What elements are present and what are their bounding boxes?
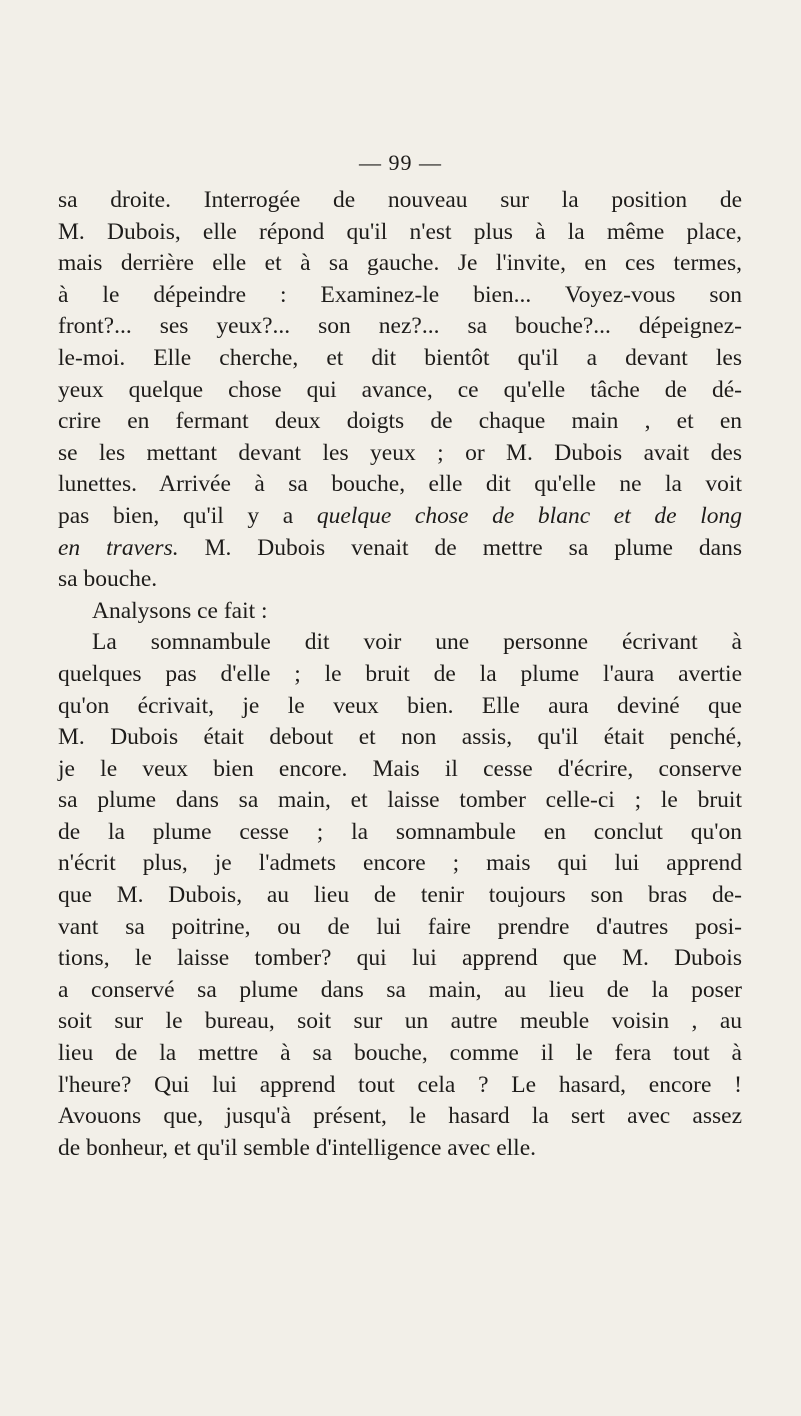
text-line: M. Dubois, elle répond qu'il n'est plus à la même place, — [58, 218, 742, 245]
text-line: vant sa poitrine, ou de lui faire prendre d'autres posi- — [58, 913, 742, 940]
text-line: quelques pas d'elle ; le bruit de la plume l'aura avertie — [58, 660, 742, 687]
text-line: mais derrière elle et à sa gauche. Je l'invite, en ces termes, — [58, 250, 742, 277]
body-text — [58, 185, 742, 1164]
text-line: sa plume dans sa main, et laisse tomber celle-ci ; le bruit — [58, 787, 742, 814]
text-line: que M. Dubois, au lieu de tenir toujours son bras de- — [58, 882, 742, 909]
text-line: a conservé sa plume dans sa main, au lieu de la poser — [58, 976, 742, 1003]
text-line: se les mettant devant les yeux ; or M. Dubois avait des — [58, 439, 742, 466]
text-line: La somnambule dit voir une personne écrivant à — [92, 629, 742, 656]
text-line: n'écrit plus, je l'admets encore ; mais qui lui apprend — [58, 850, 742, 877]
italic-phrase: quelque chose de blanc et de long — [316, 502, 742, 529]
text-line: je le veux bien encore. Mais il cesse d'écrire, conserve — [58, 755, 742, 782]
text-line: qu'on écrivait, je le veux bien. Elle aura deviné que — [58, 692, 742, 719]
text-line: M. Dubois était debout et non assis, qu'il était penché, — [58, 724, 742, 751]
text-line: Analysons ce fait : — [92, 597, 268, 624]
text-line: tions, le laisse tomber? qui lui apprend que M. Dubois — [58, 945, 742, 972]
text-segment: M. Dubois venait de mettre sa plume dans — [178, 534, 742, 561]
text-line: soit sur le bureau, soit sur un autre meuble voisin , au — [58, 1008, 742, 1035]
text-line: le-moi. Elle cherche, et dit bientôt qu'il a devant les — [58, 344, 742, 371]
text-line — [58, 533, 742, 565]
page-number: — 99 — — [359, 150, 442, 175]
text-line — [58, 501, 742, 533]
italic-phrase: en travers. — [58, 534, 179, 561]
text-line: l'heure? Qui lui apprend tout cela ? Le hasard, encore ! — [58, 1071, 742, 1098]
text-line: front?... ses yeux?... son nez?... sa bouche?... dépeignez- — [58, 313, 742, 340]
text-line: à le dépeindre : Examinez-le bien... Voyez-vous son — [58, 281, 742, 308]
text-line: de la plume cesse ; la somnambule en conclut qu'on — [58, 818, 742, 845]
text-line: lieu de la mettre à sa bouche, comme il le fera tout à — [58, 1040, 742, 1067]
text-line: sa bouche. — [58, 566, 158, 593]
text-line: de bonheur, et qu'il semble d'intelligence avec elle. — [58, 1134, 536, 1161]
text-line: sa droite. Interrogée de nouveau sur la position de — [58, 187, 742, 213]
text-segment: pas bien, qu'il y a — [58, 502, 294, 529]
text-line: Avouons que, jusqu'à présent, le hasard la sert avec assez — [58, 1103, 742, 1130]
text-line: yeux quelque chose qui avance, ce qu'elle tâche de dé- — [58, 376, 742, 403]
text-line: lunettes. Arrivée à sa bouche, elle dit qu'elle ne la voit — [58, 471, 742, 498]
text-line: crire en fermant deux doigts de chaque main , et en — [58, 408, 742, 435]
